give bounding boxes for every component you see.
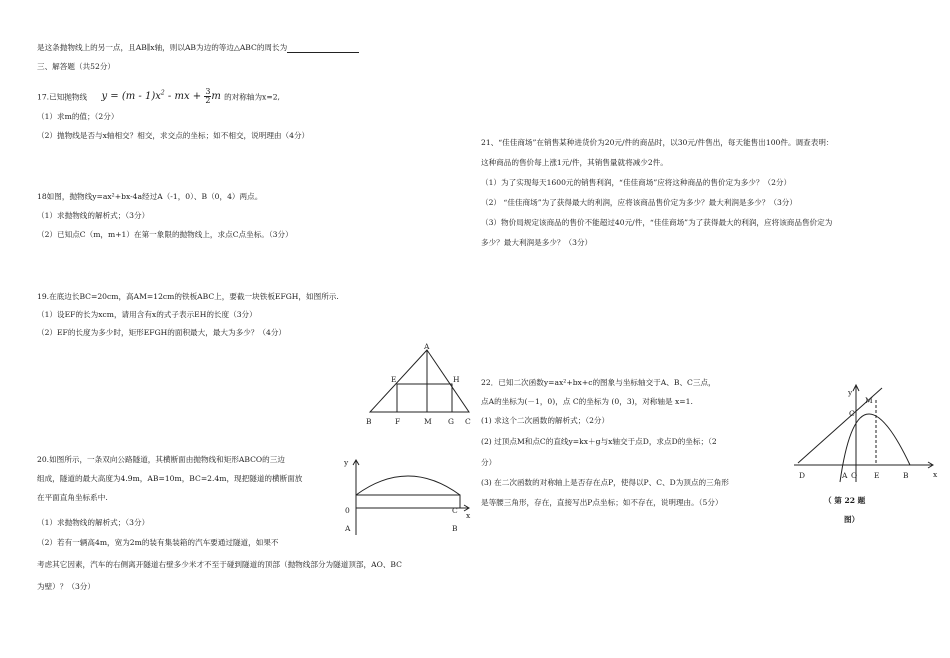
question-17-part1: （1）求m的值；（2分） xyxy=(37,112,119,121)
figure-19-triangle xyxy=(362,340,482,430)
question-21-line2: 这种商品的售价每上涨1元/件，其销售量就将减少2件。 xyxy=(481,158,668,167)
question-21-part3a: （3）物价局规定该商品的售价不能超过40元/件，“佳佳商场”为了获得最大的利润，应将该商品售价定为 xyxy=(481,218,833,227)
label-B: B xyxy=(452,524,458,533)
question-17-stem: 17.已知抛物线 $y = (m - 1)x^2$ - mx + $\frac{3}{2}$ m 的对称轴为x=2, xyxy=(37,87,280,106)
question-22-part2b: 分） xyxy=(481,458,497,467)
figure-22-caption-line2: 图） xyxy=(844,515,860,524)
label-H: H xyxy=(453,375,460,384)
figure-22-graph xyxy=(790,380,940,488)
label-F: F xyxy=(395,417,401,426)
figure-20-tunnel xyxy=(340,455,475,545)
question-22-line1: 22．已知二次函数y=ax²+bx+c的图象与坐标轴交于A、B、C三点， xyxy=(481,378,716,387)
question-20-part2a: （2）若有一辆高4m，宽为2m的装有集装箱的汽车要通过隧道，如果不 xyxy=(37,538,279,547)
question-20-part2c: 为壁）？（3分） xyxy=(37,582,95,591)
label-x: x xyxy=(933,470,938,479)
question-22-part3a: (3) 在二次函数的对称轴上是否存在点P，使得以P、C、D为顶点的三角形 xyxy=(481,478,729,487)
question-21-part2: （2） “佳佳商场”为了获得最大的利润，应将该商品售价定为多少？最大利润是多少？（3分） xyxy=(481,198,797,207)
section-heading: 三、解答题（共52分） xyxy=(37,62,116,71)
label-y: y xyxy=(848,388,853,397)
label-B: B xyxy=(366,417,372,426)
figure-22-caption-line1: （ 第 22 题 xyxy=(824,496,866,505)
label-C: C xyxy=(452,506,458,515)
question-21-part3b: 多少？最大利润是多少？（3分） xyxy=(481,238,593,247)
label-x: x xyxy=(466,511,471,520)
question-22-part2a: (2) 过顶点M和点C的直线y=kx＋g与x轴交于点D，求点D的坐标；（2 xyxy=(481,437,717,446)
formula: $y = (m - 1)x^2$ - mx + $\frac{3}{2}$ m xyxy=(101,87,221,106)
question-20-part1: （1）求抛物线的解析式；（3分） xyxy=(37,518,150,527)
question-19-part2: （2）EF的长度为多少时，矩形EFGH的面积最大，最大为多少？（4分） xyxy=(37,328,287,337)
question-22-part3b: 是等腰三角形，存在，直接写出P点坐标；如不存在，说明理由。（5分） xyxy=(481,498,723,507)
label-O: O xyxy=(851,471,858,480)
question-20-part2b: 考虑其它因素，汽车的右侧离开隧道右壁多少米才不至于碰到隧道的顶部（抛物线部分为隧道顶部，AO、BC xyxy=(37,560,402,569)
question-22-line2: 点A的坐标为(－1，0)，点 C的坐标为 (0，3)，对称轴是 x=1. xyxy=(481,397,693,406)
label-D: D xyxy=(799,471,806,480)
label-A: A xyxy=(424,342,430,351)
question-21-line1: 21、“佳佳商场”在销售某种进货价为20元/件的商品时，以30元/件售出，每天能售出100件。调查表明： xyxy=(481,138,834,147)
question-18-part2: （2）已知点C（m，m+1）在第一象限的抛物线上，求点C点坐标。（3分） xyxy=(37,230,293,239)
question-20-line2: 组成，隧道的最大高度为4.9m，AB=10m，BC=2.4m，现把隧道的横断面放 xyxy=(37,474,303,483)
label-M: M xyxy=(865,396,873,405)
label-M: M xyxy=(424,417,432,426)
label-C: C xyxy=(465,417,471,426)
label-A: A xyxy=(345,524,351,533)
label-O: 0 xyxy=(345,506,350,515)
label-A: A xyxy=(842,471,848,480)
question-22-part1: (1) 求这个二次函数的解析式；（2分） xyxy=(481,416,610,425)
question-21-part1: （1）为了实现每天1600元的销售利润，“佳佳商场”应将这种商品的售价定为多少？（2分） xyxy=(481,178,792,187)
answer-blank xyxy=(287,44,359,53)
question-20-line3: 在平面直角坐标系中. xyxy=(37,493,108,502)
label-y: y xyxy=(344,458,349,467)
label-C: C xyxy=(849,409,855,418)
question-20-line1: 20.如图所示，一条双向公路隧道，其横断面由抛物线和矩形ABCO的三边 xyxy=(37,455,285,464)
question-18-part1: （1）求抛物线的解析式；（3分） xyxy=(37,211,150,220)
fraction: $\frac{3}{2}$ xyxy=(205,87,211,106)
question-16-tail: 是这条抛物线上的另一点，且AB∥x轴，则以AB为边的等边△ABC的周长为 xyxy=(37,43,359,53)
label-E: E xyxy=(391,375,397,384)
label-G: G xyxy=(448,417,454,426)
question-17-part2: （2）抛物线是否与x轴相交？相交，求交点的坐标；如不相交，说明理由（4分） xyxy=(37,131,310,140)
question-19-part1: （1）设EF的长为xcm，请用含有x的式子表示EH的长度（3分） xyxy=(37,310,257,319)
question-19-stem: 19.在底边长BC=20cm，高AM=12cm的铁板ABC上，要截一块铁板EFGH，如图所示. xyxy=(37,292,339,301)
label-E: E xyxy=(874,471,880,480)
question-18-stem: 18如图，抛物线y=ax²+bx-4a经过A（-1，0）、B（0，4）两点。 xyxy=(37,192,263,201)
label-B: B xyxy=(903,471,909,480)
